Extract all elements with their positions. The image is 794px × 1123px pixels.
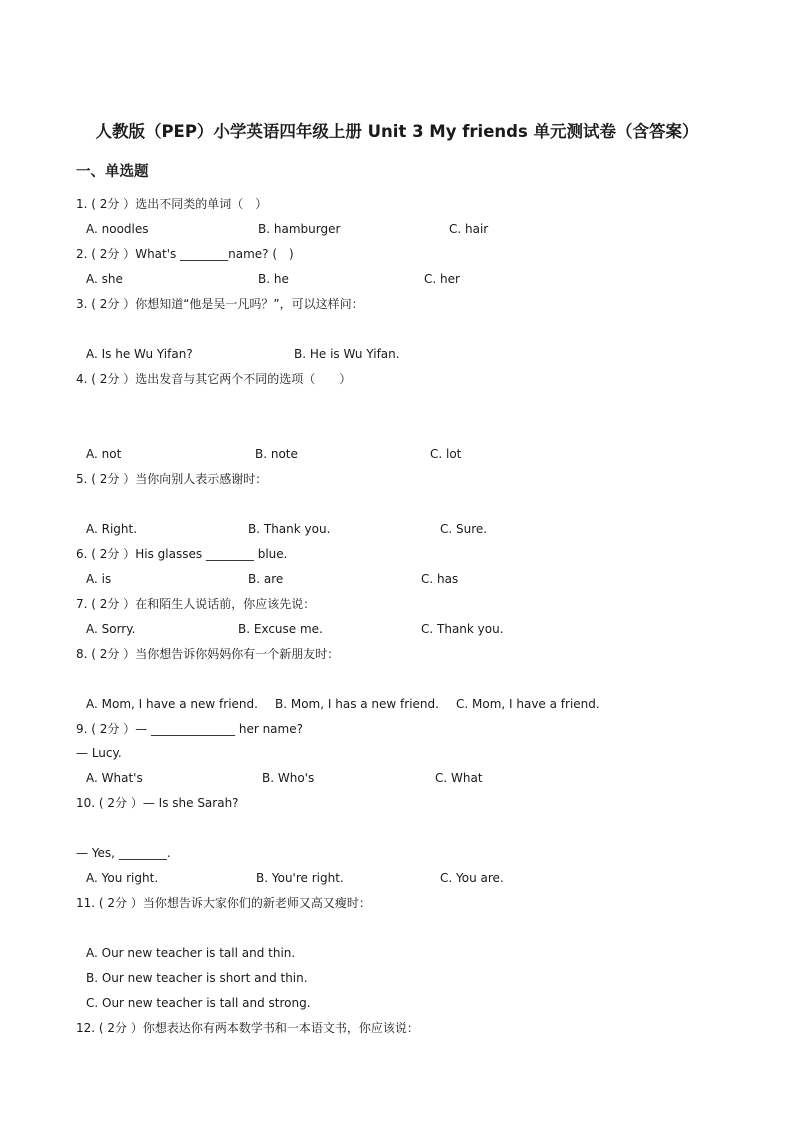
question-5-option-c: C. Sure. xyxy=(440,522,488,536)
question-11-option-c: C. Our new teacher is tall and strong. xyxy=(86,996,311,1010)
question-8-option-c: C. Mom, I have a friend. xyxy=(456,697,600,711)
question-12-stem: 12. ( 2分 ）你想表达你有两本数学书和一本语文书，你应该说： xyxy=(76,1021,419,1035)
question-1-option-a: A. noodles xyxy=(86,222,149,236)
question-5-option-a: A. Right. xyxy=(86,522,138,536)
section-heading: 一、单选题 xyxy=(76,164,149,180)
question-7-option-a: A. Sorry. xyxy=(86,622,136,636)
question-3-stem: 3. ( 2分 ）你想知道“他是吴一凡吗？”，可以这样问： xyxy=(76,297,364,311)
question-4-option-b: B. note xyxy=(255,447,298,461)
question-9-option-b: B. Who's xyxy=(262,771,315,785)
question-7-option-b: B. Excuse me. xyxy=(238,622,323,636)
question-4-option-a: A. not xyxy=(86,447,122,461)
question-11-option-a: A. Our new teacher is tall and thin. xyxy=(86,946,296,960)
question-7-option-c: C. Thank you. xyxy=(421,622,504,636)
question-10-option-c: C. You are. xyxy=(440,871,504,885)
question-8-stem: 8. ( 2分 ）当你想告诉你妈妈你有一个新朋友时： xyxy=(76,647,340,661)
question-5-stem: 5. ( 2分 ）当你向别人表示感谢时： xyxy=(76,472,268,486)
question-8-option-a: A. Mom, I have a new friend. xyxy=(86,697,258,711)
question-5-option-b: B. Thank you. xyxy=(248,522,331,536)
question-3-option-b: B. He is Wu Yifan. xyxy=(294,347,400,361)
question-9-option-c: C. What xyxy=(435,771,483,785)
question-11-option-b: B. Our new teacher is short and thin. xyxy=(86,971,308,985)
question-3-option-a: A. Is he Wu Yifan? xyxy=(86,347,193,361)
question-1-stem: 1. ( 2分 ）选出不同类的单词（ ） xyxy=(76,197,268,211)
question-4-option-c: C. lot xyxy=(430,447,462,461)
question-2-option-a: A. she xyxy=(86,272,123,286)
question-2-option-c: C. her xyxy=(424,272,460,286)
question-6-option-b: B. are xyxy=(248,572,284,586)
question-11-stem: 11. ( 2分 ）当你想告诉大家你们的新老师又高又瘦时： xyxy=(76,896,371,910)
question-8-option-b: B. Mom, I has a new friend. xyxy=(275,697,439,711)
question-7-stem: 7. ( 2分 ）在和陌生人说话前，你应该先说： xyxy=(76,597,316,611)
question-2-stem: 2. ( 2分 ）What's ________name? ( ) xyxy=(76,247,294,261)
question-2-option-b: B. he xyxy=(258,272,289,286)
question-9-dialogue: — Lucy. xyxy=(76,746,122,760)
question-6-option-c: C. has xyxy=(421,572,459,586)
page-title: 人教版（PEP）小学英语四年级上册 Unit 3 My friends 单元测试卷（含答案） xyxy=(95,122,699,141)
question-10-option-b: B. You're right. xyxy=(256,871,344,885)
question-6-option-a: A. is xyxy=(86,572,112,586)
question-1-option-c: C. hair xyxy=(449,222,489,236)
question-6-stem: 6. ( 2分 ）His glasses ________ blue. xyxy=(76,547,288,561)
question-1-option-b: B. hamburger xyxy=(258,222,341,236)
question-10-stem: 10. ( 2分 ）— Is she Sarah? xyxy=(76,796,239,810)
question-9-option-a: A. What's xyxy=(86,771,143,785)
question-9-stem: 9. ( 2分 ）— ______________ her name? xyxy=(76,722,303,736)
question-10-dialogue: — Yes, ________. xyxy=(76,846,171,860)
question-10-option-a: A. You right. xyxy=(86,871,159,885)
question-4-stem: 4. ( 2分 ）选出发音与其它两个不同的选项（ ） xyxy=(76,372,352,386)
